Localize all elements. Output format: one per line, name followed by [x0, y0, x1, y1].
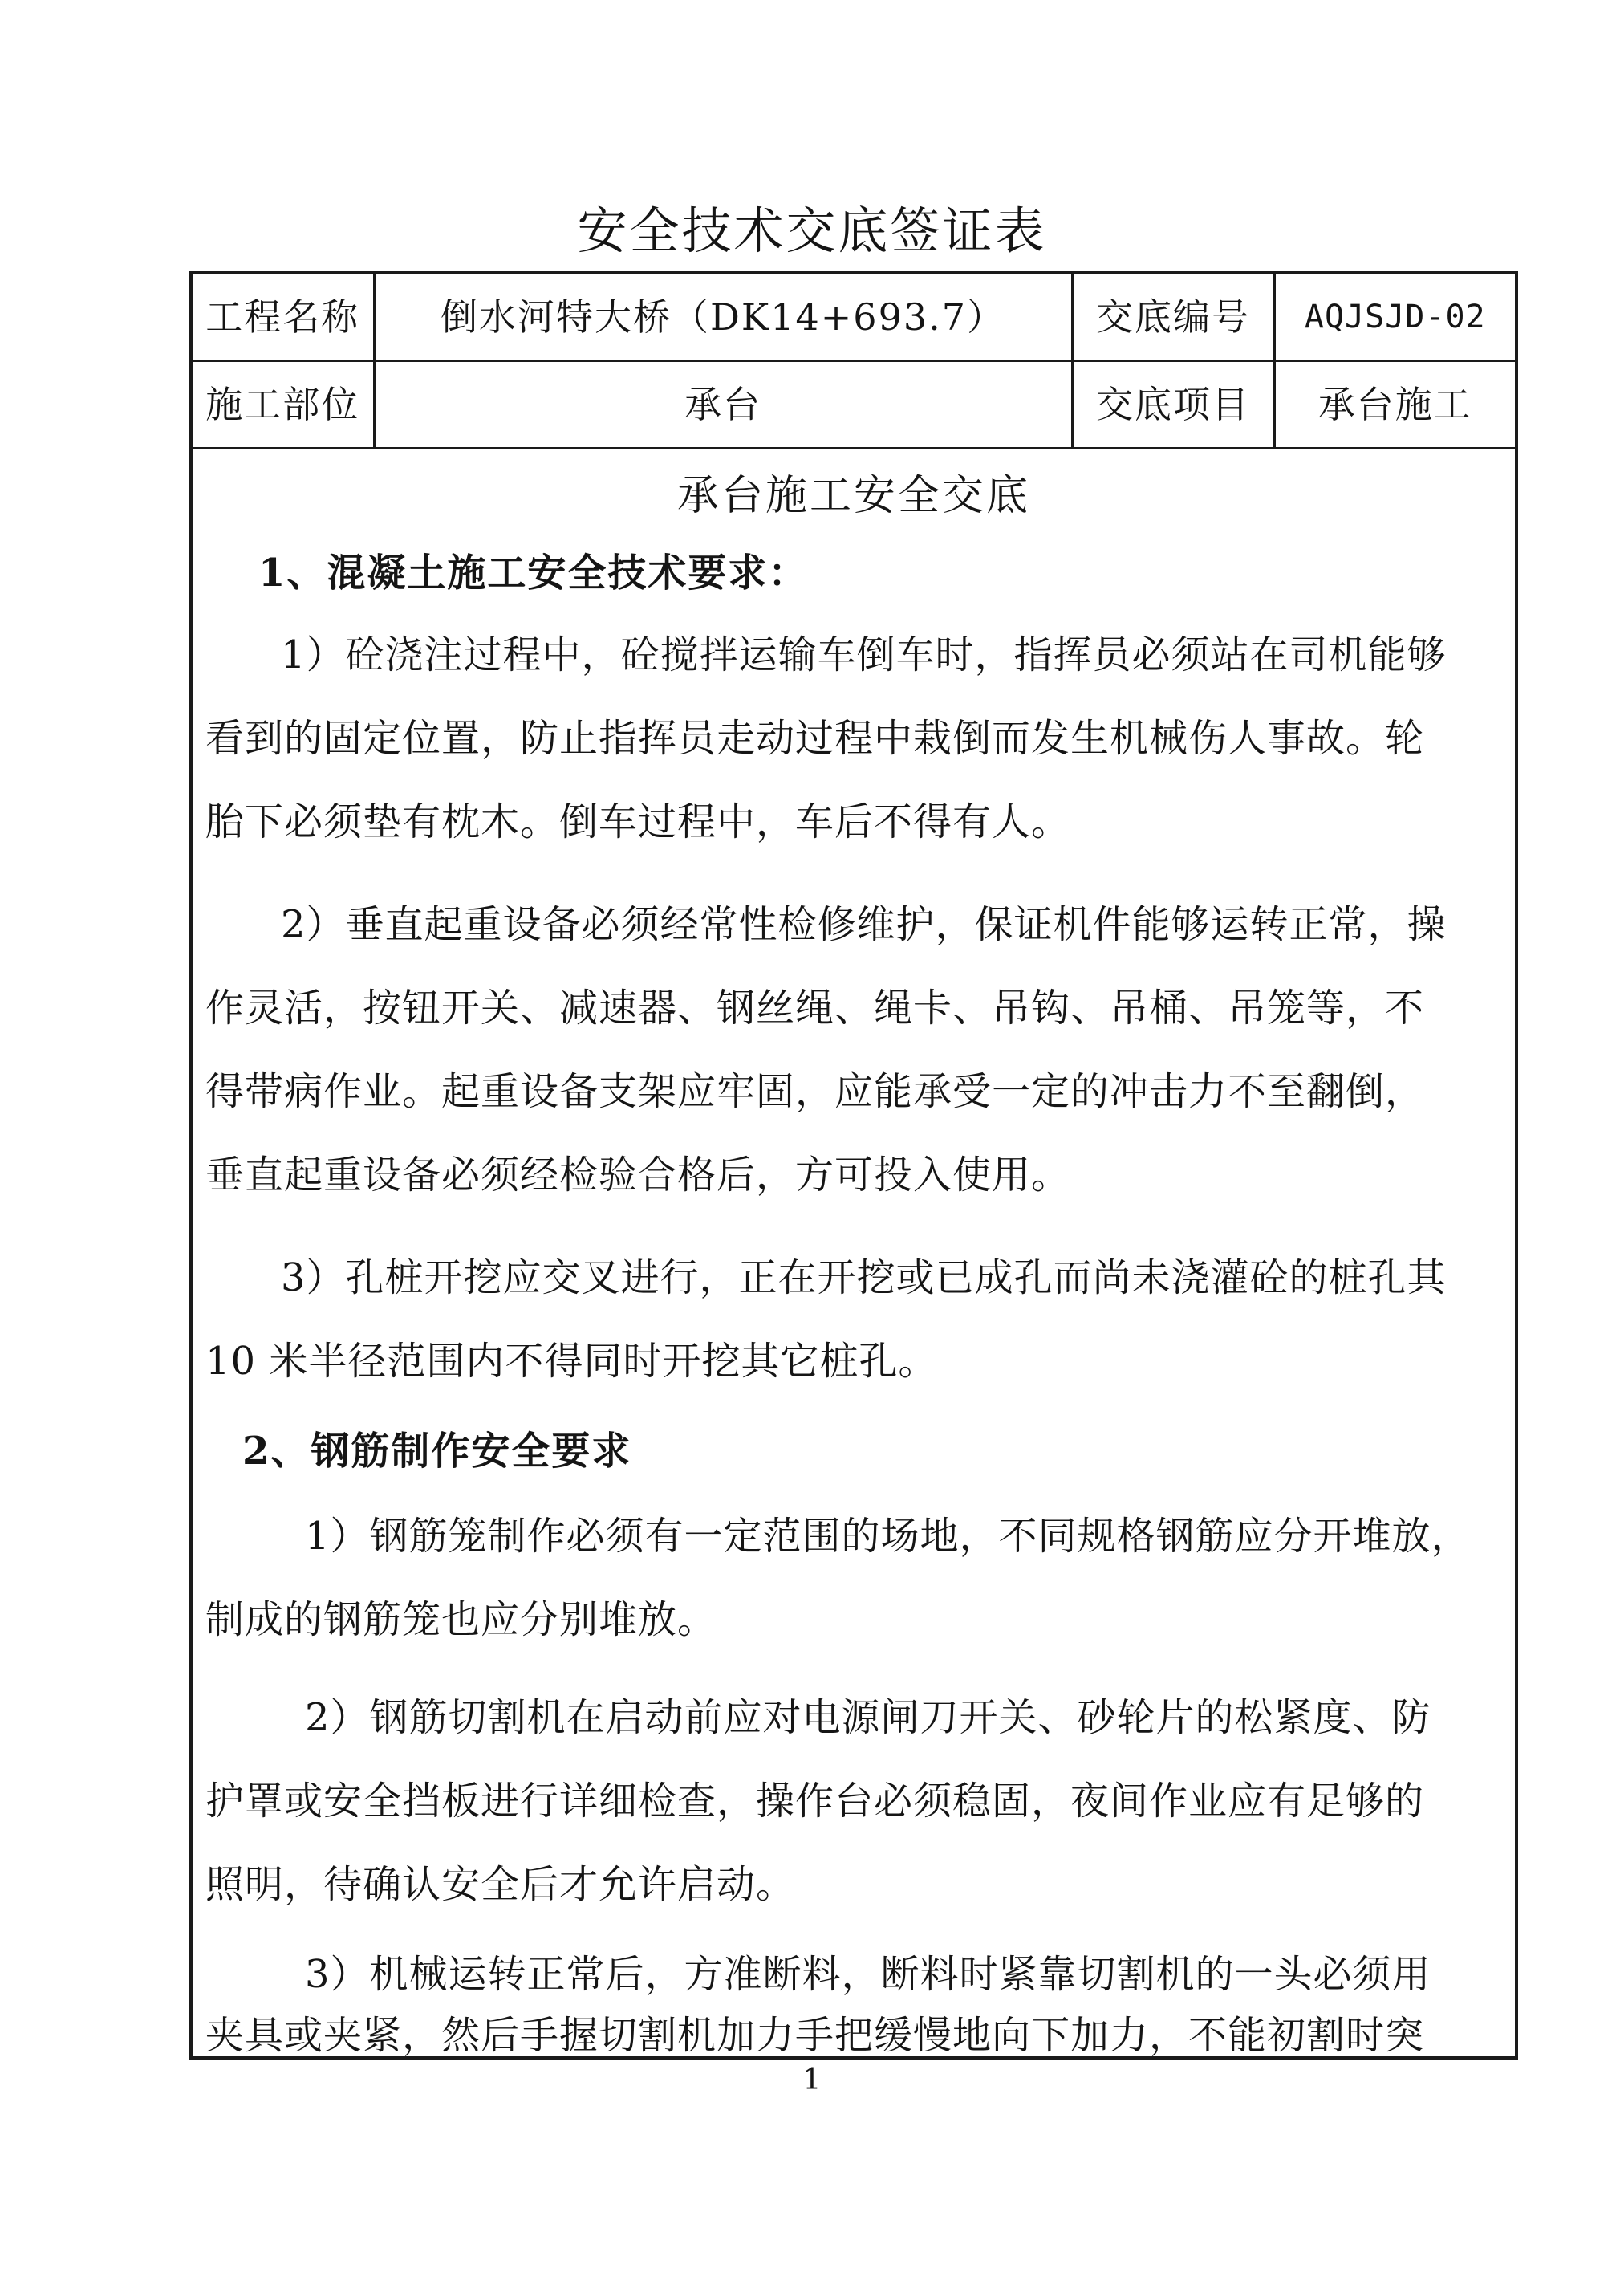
- briefing-form: [189, 271, 1518, 2060]
- project-name-label: 工程名称: [193, 274, 374, 361]
- section-title: 承台施工安全交底: [676, 472, 1030, 520]
- briefing-no-label: 交底编号: [1072, 274, 1274, 361]
- paragraph-line: 得带病作业。起重设备支架应牢固，应能承受一定的冲击力不至翻倒，: [205, 1069, 1425, 1114]
- paragraph-line: 护罩或安全挡板进行详细检查，操作台必须稳固，夜间作业应有足够的: [205, 1779, 1425, 1824]
- paragraph-line: 3）孔桩开挖应交叉进行，正在开挖或已成孔而尚未浇灌砼的桩孔其: [281, 1255, 1447, 1300]
- briefing-no-value: AQJSJD-02: [1274, 274, 1515, 361]
- paragraph-line: 2）垂直起重设备必须经常性检修维护，保证机件能够运转正常，操: [281, 902, 1447, 947]
- paragraph-line: 作灵活，按钮开关、减速器、钢丝绳、绳卡、吊钩、吊桶、吊笼等，不: [205, 986, 1425, 1031]
- project-name-value: 倒水河特大桥（DK14+693.7）: [374, 274, 1072, 361]
- paragraph-line: 看到的固定位置，防止指挥员走动过程中栽倒而发生机械伤人事故。轮: [205, 716, 1425, 761]
- info-table: [193, 274, 1515, 449]
- heading-concrete-safety: 1、混凝土施工安全技术要求：: [258, 551, 809, 596]
- document-title: 安全技术交底签证表: [577, 201, 1047, 260]
- paragraph-line: 夹具或夹紧，然后手握切割机加力手把缓慢地向下加力，不能初割时突: [205, 2013, 1425, 2058]
- heading-rebar-safety: 2、钢筋制作安全要求: [242, 1429, 632, 1474]
- paragraph-line: 3）机械运转正常后，方准断料，断料时紧靠切割机的一头必须用: [305, 1952, 1431, 1997]
- paragraph-line: 制成的钢筋笼也应分别堆放。: [205, 1597, 717, 1642]
- briefing-content: [193, 449, 1515, 2060]
- paragraph-line: 10 米半径范围内不得同时开挖其它桩孔。: [205, 1339, 938, 1384]
- paragraph-line: 照明，待确认安全后才允许启动。: [205, 1862, 796, 1907]
- briefing-item-value: 承台施工: [1274, 361, 1515, 449]
- paragraph-line: 1）钢筋笼制作必须有一定范围的场地，不同规格钢筋应分开堆放，: [305, 1514, 1471, 1559]
- briefing-item-label: 交底项目: [1072, 361, 1274, 449]
- page-number: 1: [802, 2064, 822, 2096]
- construction-part-label: 施工部位: [193, 361, 374, 449]
- info-row-part: [193, 361, 1515, 449]
- paragraph-line: 垂直起重设备必须经检验合格后，方可投入使用。: [205, 1153, 1071, 1197]
- construction-part-value: 承台: [374, 361, 1072, 449]
- paragraph-line: 1）砼浇注过程中，砼搅拌运输车倒车时，指挥员必须站在司机能够: [281, 632, 1447, 677]
- paragraph-line: 2）钢筋切割机在启动前应对电源闸刀开关、砂轮片的松紧度、防: [305, 1695, 1431, 1740]
- paragraph-line: 胎下必须垫有枕木。倒车过程中，车后不得有人。: [205, 799, 1071, 844]
- info-row-project: [193, 274, 1515, 361]
